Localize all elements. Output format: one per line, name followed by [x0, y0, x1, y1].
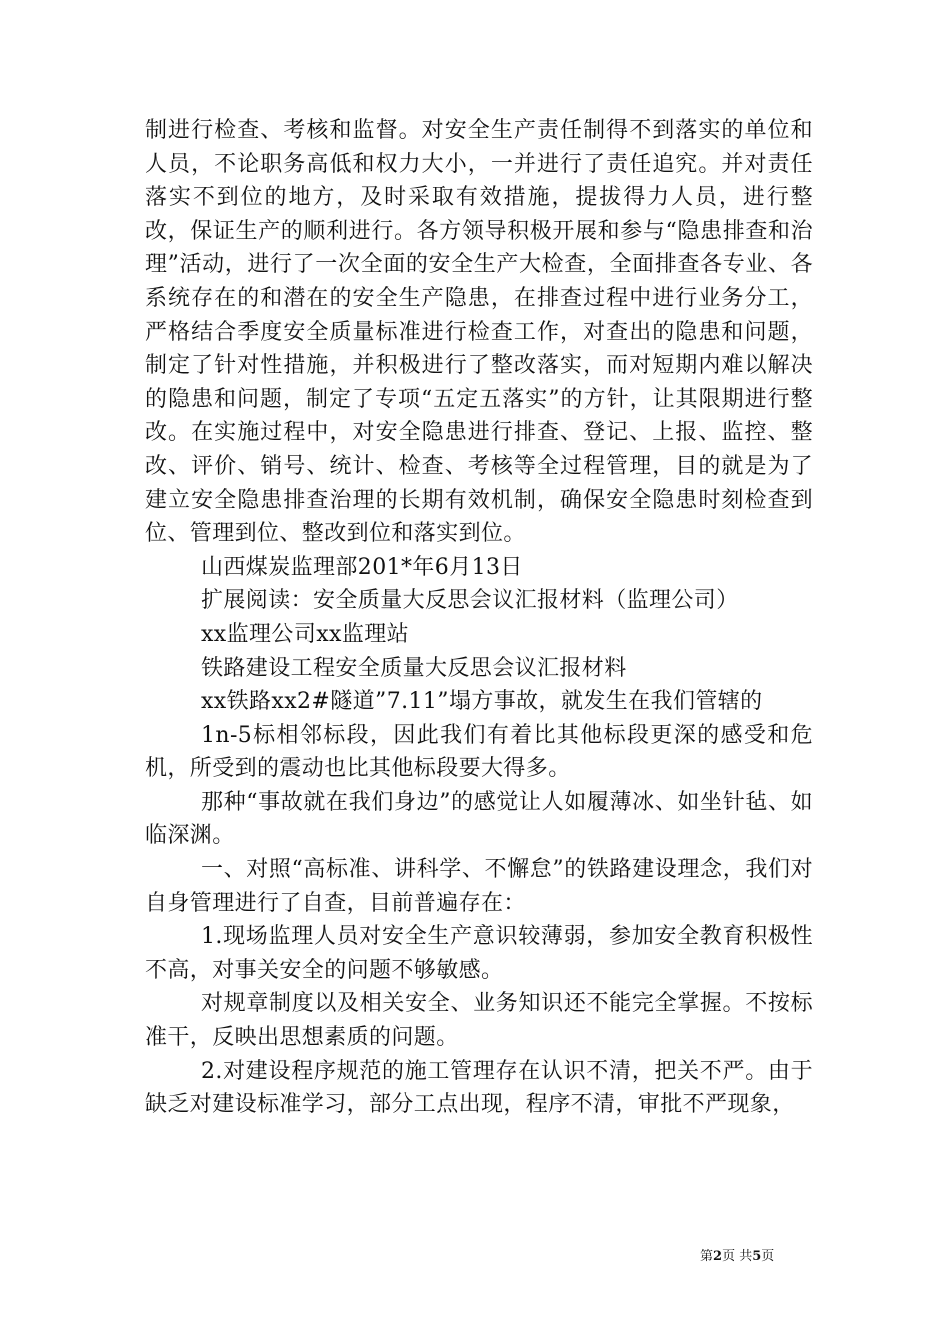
paragraph-section-one: 一、对照“高标准、讲科学、不懈怠”的铁路建设理念，我们对自身管理进行了自查，目前普遍存在：: [145, 857, 813, 916]
paragraph-item-two: 2.对建设程序规范的施工管理存在认识不清，把关不严。由于缺乏对建设标准学习，部分工点出现，程序不清，审批不严现象，: [145, 1058, 813, 1118]
paragraph-company: xx监理公司xx监理站: [201, 621, 410, 647]
footer-prefix: 第: [700, 1249, 714, 1264]
footer-current-page: 2: [713, 1249, 723, 1264]
footer-suffix: 页: [761, 1249, 775, 1264]
page-number-footer: [700, 1248, 820, 1266]
paragraph-feeling: 那种“事故就在我们身边”的感觉让人如履薄冰、如坐针毡、如临深渊。: [145, 789, 813, 849]
paragraph-extended-reading: 扩展阅读：安全质量大反思会议汇报材料（监理公司）: [201, 588, 739, 614]
paragraph-section-adjacent: 1n-5标相邻标段，因此我们有着比其他标段更深的感受和危机，所受到的震动也比其他标段要大得多。: [145, 722, 813, 782]
paragraph-item-one: 1.现场监理人员对安全生产意识较薄弱，参加安全教育积极性不高，对事关安全的问题不够敏感。: [145, 924, 813, 983]
paragraph-report-title: 铁路建设工程安全质量大反思会议汇报材料: [201, 655, 627, 681]
footer-total-pages: 5: [752, 1249, 762, 1264]
paragraph-rules: 对规章制度以及相关安全、业务知识还不能完全掌握。不按标准干，反映出思想素质的问题。: [145, 991, 813, 1051]
footer-middle: 页 共: [722, 1249, 753, 1264]
document-body: [145, 114, 813, 1122]
paragraph-accident: xx铁路xx2#隧道”7.11”塌方事故，就发生在我们管辖的: [201, 689, 763, 715]
paragraph-signature-date: 山西煤炭监理部201*年6月13日: [201, 554, 523, 580]
paragraph-continuation: 制进行检查、考核和监督。对安全生产责任制得不到落实的单位和人员，不论职务高低和权力大小，一并进行了责任追究。并对责任落实不到位的地方，及时采取有效措施，提拔得力人员，进行整改，保证生产的顺利进行。各方领导积极开展和参与“隐患排查和治理”活动，进行了一次全面的安全生产大检查，全面排查各专业、各系统存在的和潜在的安全生产隐患，在排查过程中进行业务分工，严格结合季度安全质量标准进行检查工作，对查出的隐患和问题，制定了针对性措施，并积极进行了整改落实，而对短期内难以解决的隐患和问题，制定了专项“五定五落实”的方针，让其限期进行整改。在实施过程中，对安全隐患进行排查、登记、上报、监控、整改、评价、销号、统计、检查、考核等全过程管理，目的就是为了建立安全隐患排查治理的长期有效机制，确保安全隐患时刻检查到位、管理到位、整改到位和落实到位。: [145, 118, 813, 547]
